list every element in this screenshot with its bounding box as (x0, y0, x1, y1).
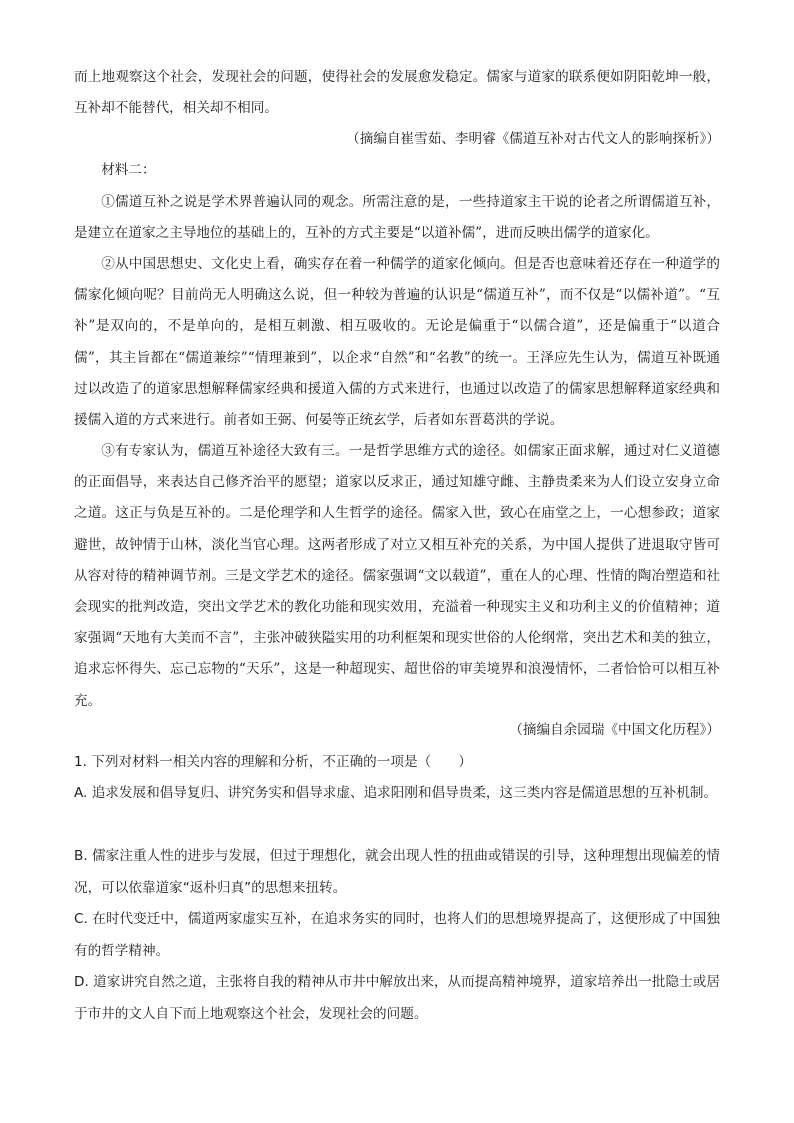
option-c: C. 在时代变迁中，儒道两家虚实互补，在追求务实的同时，也将人们的思想境界提高了，这便形成了中国独有的哲学精神。 (74, 911, 720, 959)
option-b: B. 儒家注重人性的进步与发展，但过于理想化，就会出现人性的扭曲或错误的引导，这种理想出现偏差的情况，可以依靠道家“返朴归真”的思想来扭转。 (74, 848, 720, 896)
material2-paragraph-2: ②从中国思想史、文化史上看，确实存在着一种儒学的道家化倾向。但是否也意味着还存在一种道学的儒家化倾向呢？目前尚无人明确这么说，但一种较为普遍的认识是“儒道互补”，而不仅是“以儒补道”。“互补”是双向的，不是单向的，是相互刺激、相互吸收的。无论是偏重于“以儒合道”，还是偏重于“以道合儒”，其主旨都在“儒道兼综”“情理兼到”，以企求“自然”和“名教”的统一。王泽应先生认为，儒道互补既通过以改造了的道家思想解释儒家经典和援道入儒的方式来进行，也通过以改造了的儒家思想解释道家经典和援儒入道的方式来进行。前者如王弼、何晏等正统玄学，后者如东晋葛洪的学说。 (74, 256, 720, 429)
material1-tail: 而上地观察这个社会，发现社会的问题，使得社会的发展愈发稳定。儒家与道家的联系便如阴阳乾坤一般，互补却不能替代，相关却不相同。 (74, 69, 720, 117)
question-stem: 1. 下列对材料一相关内容的理解和分析，不正确的一项是（ ） (74, 754, 472, 770)
material2-paragraph-1: ①儒道互补之说是学术界普遍认同的观念。所需注意的是，一些持道家主干说的论者之所谓儒道互补，是建立在道家之主导地位的基础上的，互补的方式主要是“以道补儒”，进而反映出儒学的道家化。 (74, 194, 720, 242)
citation-material2: （摘编自余园瑞《中国文化历程》） (509, 722, 720, 738)
citation-material1: （摘编自崔雪茹、李明睿《儒道互补对古代文人的影响探析》） (346, 131, 720, 147)
option-d: D. 道家讲究自然之道，主张将自我的精神从市井中解放出来，从而提高精神境界，道家培养出一批隐士或居于市井的文人自下而上地观察这个社会，发现社会的问题。 (74, 974, 720, 1022)
option-a: A. 追求发展和倡导复归、讲究务实和倡导求虚、追求阳刚和倡导贵柔，这三类内容是儒道思想的互补机制。 (74, 785, 718, 801)
material2-heading: 材料二： (101, 162, 156, 178)
material2-paragraph-3: ③有专家认为，儒道互补途径大致有三。一是哲学思维方式的途径。如儒家正面求解，通过对仁义道德的正面倡导，来表达自己修齐治平的愿望；道家以反求正，通过知雄守雌、主静贵柔来为人们设立安身立命之道。这正与负是互补的。二是伦理学和人生哲学的途径。儒家入世，致心在庙堂之上，一心想参政；道家避世，故钟情于山林，淡化当官心理。这两者形成了对立又相互补充的关系，为中国人提供了进退取守皆可从容对待的精神调节剂。三是文学艺术的途径。儒家强调“文以载道”，重在人的心理、性情的陶冶塑造和社会现实的批判改造，突出文学艺术的教化功能和现实效用，充溢着一种现实主义和功利主义的价值精神；道家强调“天地有大美而不言”，主张冲破狭隘实用的功利框架和现实世俗的人伦纲常，突出艺术和美的独立，追求忘怀得失、忘己忘物的“天乐”，这是一种超现实、超世俗的审美境界和浪漫情怀，二者恰恰可以相互补充。 (74, 443, 720, 709)
